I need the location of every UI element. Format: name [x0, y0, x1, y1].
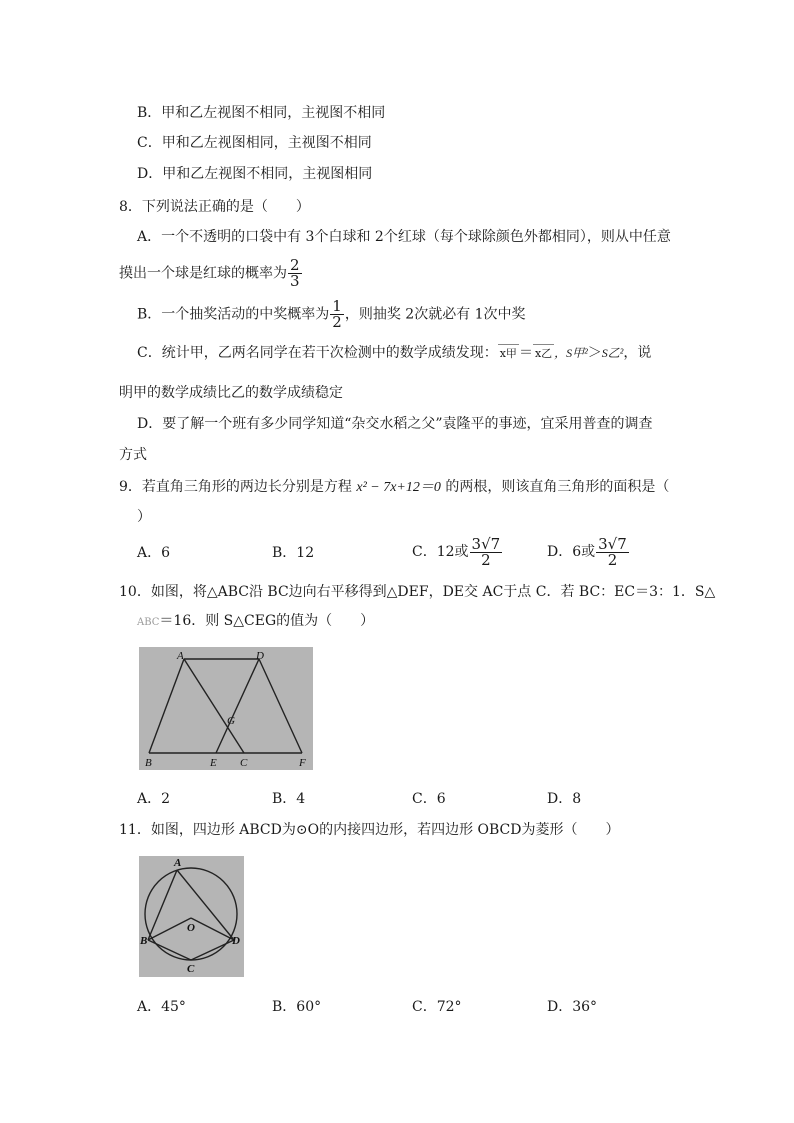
q11-line-cd [191, 940, 234, 960]
q8-option-d-line1: D．要了解一个班有多少同学知道“杂交水稻之父”袁隆平的事迹，宜采用普查的调查 [137, 416, 653, 432]
q11-stem: 11．如图，四边形 ABCD为⊙O的内接四边形，若四边形 OBCD为菱形（ ） [119, 822, 620, 838]
q11-option-c: C．72° [412, 999, 462, 1015]
q8-option-a-text: 摸出一个球是红球的概率为 [119, 265, 287, 282]
q8-option-d-line2: 方式 [119, 447, 147, 463]
q10-label-e: E [210, 757, 217, 769]
q8-option-b-text: B．一个抽奖活动的中奖概率为 [137, 306, 330, 323]
q11-line-bc [148, 940, 191, 960]
q11-option-b: B．60° [272, 999, 322, 1015]
q8-option-c-post: ，说 [623, 345, 652, 361]
q11-option-a: A．45° [137, 999, 186, 1015]
q10-label-f: F [299, 757, 306, 769]
q9-stem [119, 478, 669, 497]
q11-line-ab [148, 870, 177, 940]
q10-option-b: B．4 [272, 791, 306, 807]
q11-label-a: A [174, 857, 182, 869]
q9-stem-text: 9．若直角三角形的两边长分别是方程 [119, 479, 357, 495]
q10-option-c: C．6 [412, 791, 446, 807]
q8-option-c-line2: 明甲的数学成绩比乙的数学成绩稳定 [119, 385, 343, 401]
q10-line-ab [149, 659, 184, 753]
q10-label-c: C [240, 757, 248, 769]
q7-option-c: C．甲和乙左视图相同，主视图不相同 [137, 135, 372, 151]
q7-option-b: B．甲和乙左视图不相同，主视图不相同 [137, 105, 386, 121]
q8-option-c-text: C．统计甲，乙两名同学在若干次检测中的数学成绩发现： [137, 345, 498, 361]
q11-figure-svg [139, 856, 244, 977]
q10-line-ac [184, 659, 244, 753]
q8-option-c-gt: ＞ [587, 345, 602, 361]
q11-line-ad [177, 870, 234, 940]
q11-label-b: B [140, 935, 148, 947]
q8-option-c-xbar-jia: x甲 [498, 344, 519, 363]
q10-label-d: D [256, 650, 264, 662]
q10-label-g: G [227, 715, 235, 727]
q8-stem: 8．下列说法正确的是（ ） [119, 199, 310, 215]
q8-option-c-s-yi: S乙² [601, 346, 624, 360]
q10-stem-line2 [137, 612, 374, 632]
q8-option-b-post: ，则抽奖 2次就必有 1次中奖 [344, 306, 526, 323]
q9-option-d [547, 535, 630, 569]
q9-option-d-text: D．6或 [547, 544, 596, 560]
q10-stem-text: ＝16．则 S△CEG的值为（ ） [159, 613, 375, 629]
q9-stem-post: 的两根，则该直角三角形的面积是（ [440, 479, 670, 495]
q10-option-a: A．2 [137, 791, 171, 807]
q10-label-b: B [145, 757, 152, 769]
q8-option-a-line1: A．一个不透明的口袋中有 3个白球和 2个红球（每个球除颜色外都相同），则从中任意 [137, 229, 671, 245]
q11-option-d: D．36° [547, 999, 598, 1015]
q9-equation: x² − 7x+12＝0 [356, 480, 441, 495]
q8-option-a-line2 [119, 258, 303, 289]
q10-figure-svg [139, 647, 313, 770]
q8-option-b-fraction: $\frac{1}{2}$ [332, 297, 342, 331]
q8-option-c-s-jia: ，S甲² [554, 346, 588, 360]
q9-option-c-text: C．12或 [412, 544, 469, 560]
q8-option-c-line1 [137, 344, 651, 363]
q11-line-ob [148, 918, 191, 940]
q9-option-c [412, 535, 503, 569]
q8-option-c-equals: ＝ [518, 345, 533, 361]
q10-stem-subscript: ABC [137, 617, 160, 628]
q9-option-c-fraction: $\frac{3√7}{2}$ [471, 534, 501, 569]
q10-figure [139, 647, 313, 770]
q10-option-d: D．8 [547, 791, 582, 807]
q10-stem-line1: 10．如图，将△ABC沿 BC边向右平移得到△DEF，DE交 AC于点 C．若 BC：EC＝3：1．S△ [119, 584, 716, 600]
q11-label-c: C [187, 963, 195, 975]
q10-label-a: A [177, 650, 184, 662]
q8-option-a-fraction: $\frac{2}{3}$ [290, 256, 300, 290]
q11-line-od [191, 918, 234, 940]
q11-label-d: D [232, 935, 240, 947]
q11-label-o: O [187, 922, 195, 934]
q10-line-de [216, 659, 259, 753]
q7-option-d: D．甲和乙左视图不相同，主视图相同 [137, 166, 373, 182]
q11-figure [139, 856, 244, 977]
q10-line-df [259, 659, 302, 753]
q9-option-d-fraction: $\frac{3√7}{2}$ [598, 534, 627, 569]
q9-option-b: B．12 [272, 545, 315, 561]
q8-option-c-xbar-yi: x乙 [533, 344, 554, 363]
q8-option-b [137, 299, 526, 330]
q9-option-a: A．6 [137, 545, 171, 561]
q9-stem-close: ） [137, 509, 151, 525]
